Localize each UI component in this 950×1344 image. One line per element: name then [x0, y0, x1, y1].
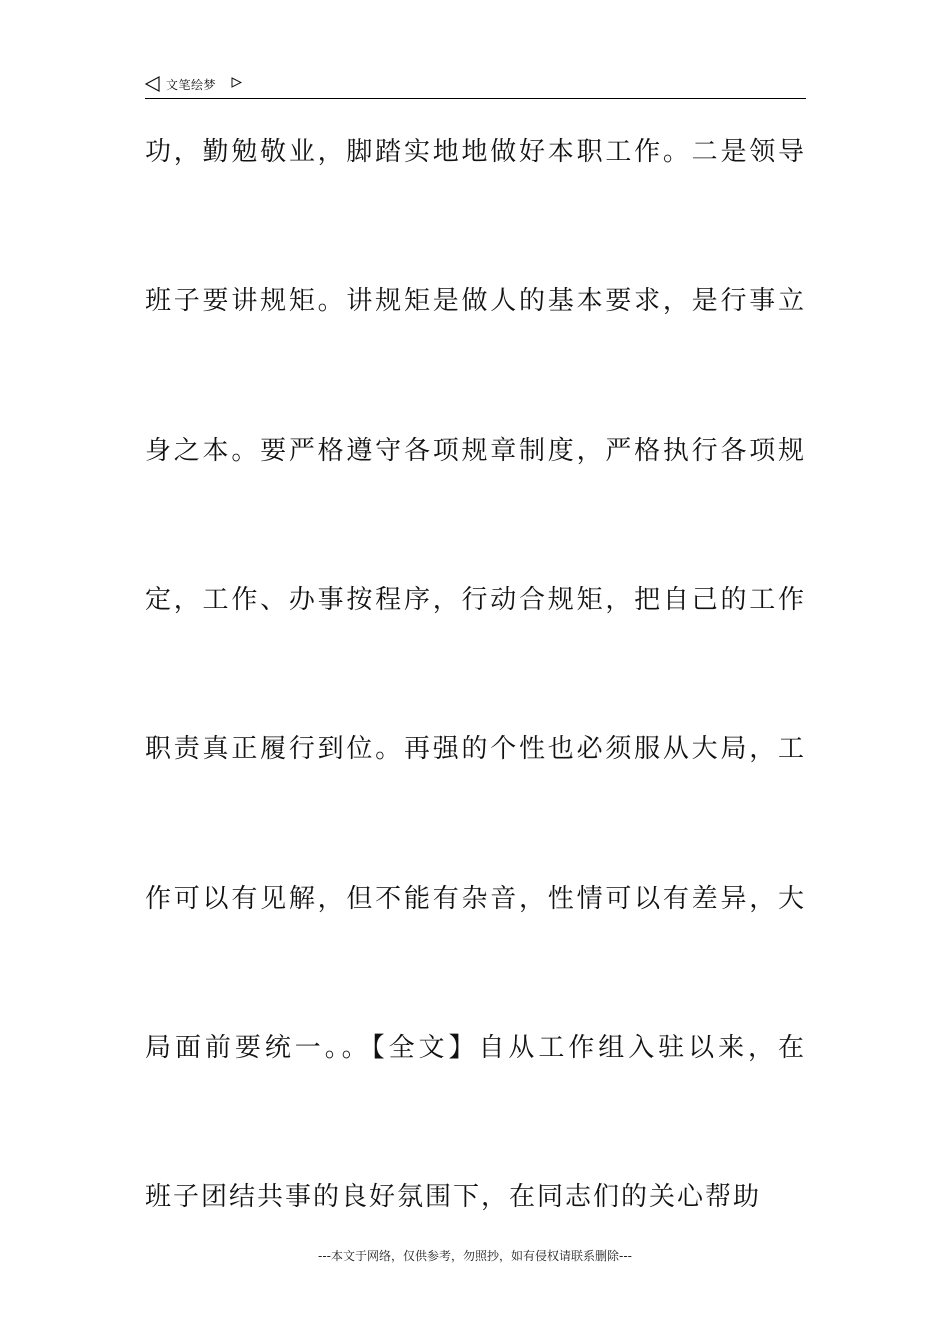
- header-title: 文笔绘梦: [166, 78, 217, 92]
- body-line: 职责真正履行到位。再强的个性也必须服从大局，工: [145, 734, 806, 764]
- body-line: 班子团结共事的良好氛围下，在同志们的关心帮助: [145, 1182, 762, 1212]
- document-body: [145, 0, 806, 1344]
- body-line: 作可以有见解，但不能有杂音，性情可以有差异，大: [145, 884, 806, 914]
- body-line: 局面前要统一。。【全文】自从工作组入驻以来，在: [145, 1033, 806, 1063]
- body-line: 身之本。要严格遵守各项规章制度，严格执行各项规: [145, 436, 806, 466]
- body-line: 班子要讲规矩。讲规矩是做人的基本要求，是行事立: [145, 286, 806, 316]
- body-line: 定，工作、办事按程序，行动合规矩，把自己的工作: [145, 585, 806, 615]
- body-line: 功，勤勉敬业，脚踏实地地做好本职工作。二是领导: [145, 137, 806, 167]
- footer-disclaimer: ---本文于网络，仅供参考，勿照抄，如有侵权请联系删除---: [318, 1249, 632, 1263]
